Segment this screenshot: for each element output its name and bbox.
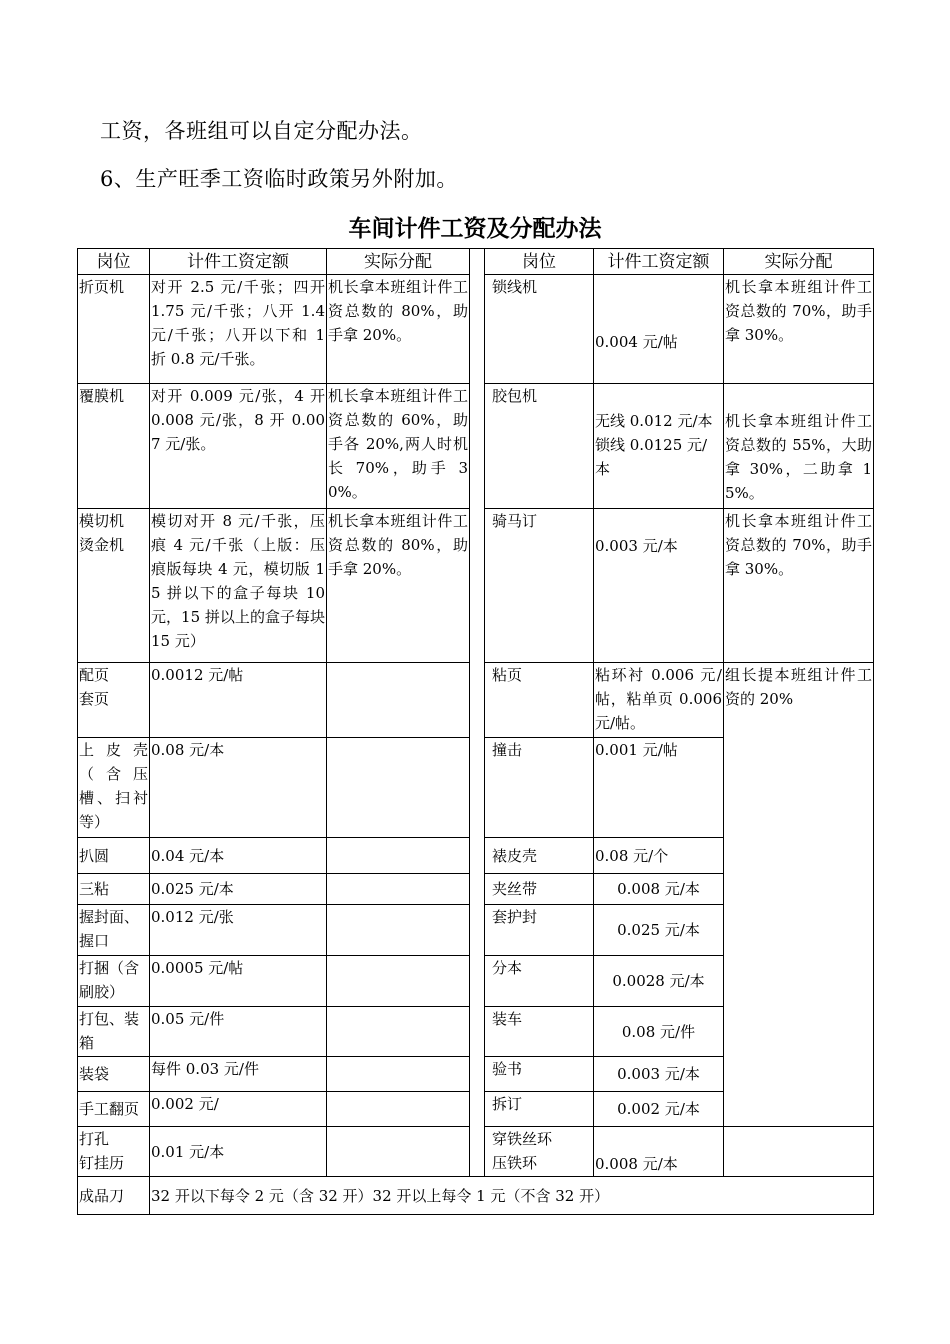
column-gap (470, 663, 485, 738)
quota-cell: 0.025 元/本 (150, 874, 327, 905)
post-cell: 粘页 (485, 663, 594, 738)
post-cell: 打捆（含刷胶） (78, 956, 150, 1007)
post-cell: 装车 (485, 1007, 594, 1057)
distribution-cell: 机长拿本班组计件工资总数的 55%，大助拿 30%，二助拿 15%。 (724, 384, 874, 509)
quota-cell: 0.001 元/帖 (594, 738, 724, 838)
distribution-cell: 组长提本班组计件工资的 20% (724, 663, 874, 1127)
post-cell: 模切机 烫金机 (78, 509, 150, 663)
column-gap (470, 1007, 485, 1057)
post-cell: 分本 (485, 956, 594, 1007)
quota-cell: 0.05 元/件 (150, 1007, 327, 1057)
column-gap (470, 249, 485, 275)
distribution-cell: 机长拿本班组计件工资总数的 60%，助手各 20%,两人时机长 70%，助手 30%。 (327, 384, 470, 509)
footer-post-cell: 成品刀 (78, 1177, 150, 1215)
column-gap (470, 1057, 485, 1092)
distribution-cell (327, 956, 470, 1007)
quota-cell: 模切对开 8 元/千张，压痕 4 元/千张（上版：压痕版每块 4 元，模切版 15 拼以下的盒子每块 10 元，15 拼以上的盒子每块 15 元） (150, 509, 327, 663)
distribution-cell (327, 1007, 470, 1057)
quota-cell: 对开 2.5 元/千张；四开 1.75 元/千张；八开 1.4 元/千张；八开以下和 1 折 0.8 元/千张。 (150, 275, 327, 384)
distribution-cell (327, 1127, 470, 1177)
post-cell: 拆订 (485, 1092, 594, 1127)
table-row (78, 663, 874, 738)
header-distribution: 实际分配 (724, 249, 874, 275)
quota-cell: 0.008 元/本 (594, 1127, 724, 1177)
header-post: 岗位 (485, 249, 594, 275)
post-cell: 握封面、握口 (78, 905, 150, 956)
post-cell: 套护封 (485, 905, 594, 956)
post-cell: 打包、装箱 (78, 1007, 150, 1057)
quota-cell: 粘环衬 0.006 元/帖，粘单页 0.006 元/帖。 (594, 663, 724, 738)
column-gap (470, 1092, 485, 1127)
quota-cell: 0.025 元/本 (594, 905, 724, 956)
post-cell: 胶包机 (485, 384, 594, 509)
post-cell: 折页机 (78, 275, 150, 384)
post-cell: 穿铁丝环 压铁环 (485, 1127, 594, 1177)
quota-cell: 对开 0.009 元/张，4 开 0.008 元/张，8 开 0.007 元/张。 (150, 384, 327, 509)
header-post: 岗位 (78, 249, 150, 275)
paragraph-line-2: 6、生产旺季工资临时政策另外附加。 (100, 167, 458, 191)
post-cell: 覆膜机 (78, 384, 150, 509)
column-gap (470, 905, 485, 956)
column-gap (470, 738, 485, 838)
quota-cell: 0.0012 元/帖 (150, 663, 327, 738)
column-gap (470, 1127, 485, 1177)
column-gap (470, 838, 485, 874)
column-gap (470, 956, 485, 1007)
quota-cell: 0.08 元/个 (594, 838, 724, 874)
column-gap (470, 275, 485, 384)
post-cell: 夹丝带 (485, 874, 594, 905)
quota-cell: 每件 0.03 元/件 (150, 1057, 327, 1092)
post-cell: 撞击 (485, 738, 594, 838)
table-row (78, 384, 874, 509)
header-quota: 计件工资定额 (594, 249, 724, 275)
quota-cell: 0.08 元/本 (150, 738, 327, 838)
quota-cell: 0.002 元/ (150, 1092, 327, 1127)
post-cell: 扒圆 (78, 838, 150, 874)
post-cell: 锁线机 (485, 275, 594, 384)
header-distribution: 实际分配 (327, 249, 470, 275)
table-row (78, 509, 874, 663)
table-row (78, 275, 874, 384)
post-cell: 打孔 钉挂历 (78, 1127, 150, 1177)
post-cell: 三粘 (78, 874, 150, 905)
table-header-row (78, 249, 874, 275)
quota-cell: 0.004 元/帖 (594, 275, 724, 384)
distribution-cell: 机长拿本班组计件工资总数的 70%，助手拿 30%。 (724, 275, 874, 384)
post-cell: 验书 (485, 1057, 594, 1092)
post-cell: 裱皮壳 (485, 838, 594, 874)
distribution-cell (327, 905, 470, 956)
quota-cell: 0.008 元/本 (594, 874, 724, 905)
quota-cell: 0.003 元/本 (594, 509, 724, 663)
quota-cell: 0.08 元/件 (594, 1007, 724, 1057)
footer-quota-cell: 32 开以下每令 2 元（含 32 开）32 开以上每令 1 元（不含 32 开） (150, 1177, 874, 1215)
table-footer-row (78, 1177, 874, 1215)
header-quota: 计件工资定额 (150, 249, 327, 275)
distribution-cell: 机长拿本班组计件工资总数的 80%，助手拿 20%。 (327, 275, 470, 384)
distribution-cell (327, 1057, 470, 1092)
quota-cell: 0.04 元/本 (150, 838, 327, 874)
distribution-cell (327, 738, 470, 838)
distribution-cell (327, 1092, 470, 1127)
table-row (78, 1127, 874, 1177)
distribution-cell (327, 874, 470, 905)
quota-cell: 0.01 元/本 (150, 1127, 327, 1177)
post-cell: 手工翻页 (78, 1092, 150, 1127)
table-title: 车间计件工资及分配办法 (348, 216, 602, 242)
column-gap (470, 384, 485, 509)
paragraph-line-1: 工资，各班组可以自定分配办法。 (100, 119, 423, 143)
quota-cell: 无线 0.012 元/本 锁线 0.0125 元/本 (594, 384, 724, 509)
quota-cell: 0.002 元/本 (594, 1092, 724, 1127)
distribution-cell (327, 838, 470, 874)
post-cell: 装袋 (78, 1057, 150, 1092)
wage-table (77, 248, 874, 1215)
post-cell: 上 皮 壳（ 含 压 槽、扫衬等） (78, 738, 150, 838)
quota-cell: 0.0005 元/帖 (150, 956, 327, 1007)
quota-cell: 0.012 元/张 (150, 905, 327, 956)
distribution-cell: 机长拿本班组计件工资总数的 80%，助手拿 20%。 (327, 509, 470, 663)
column-gap (470, 874, 485, 905)
column-gap (470, 509, 485, 663)
distribution-cell: 机长拿本班组计件工资总数的 70%，助手拿 30%。 (724, 509, 874, 663)
distribution-cell (724, 1127, 874, 1177)
distribution-cell (327, 663, 470, 738)
quota-cell: 0.003 元/本 (594, 1057, 724, 1092)
post-cell: 配页 套页 (78, 663, 150, 738)
post-cell: 骑马订 (485, 509, 594, 663)
quota-cell: 0.0028 元/本 (594, 956, 724, 1007)
